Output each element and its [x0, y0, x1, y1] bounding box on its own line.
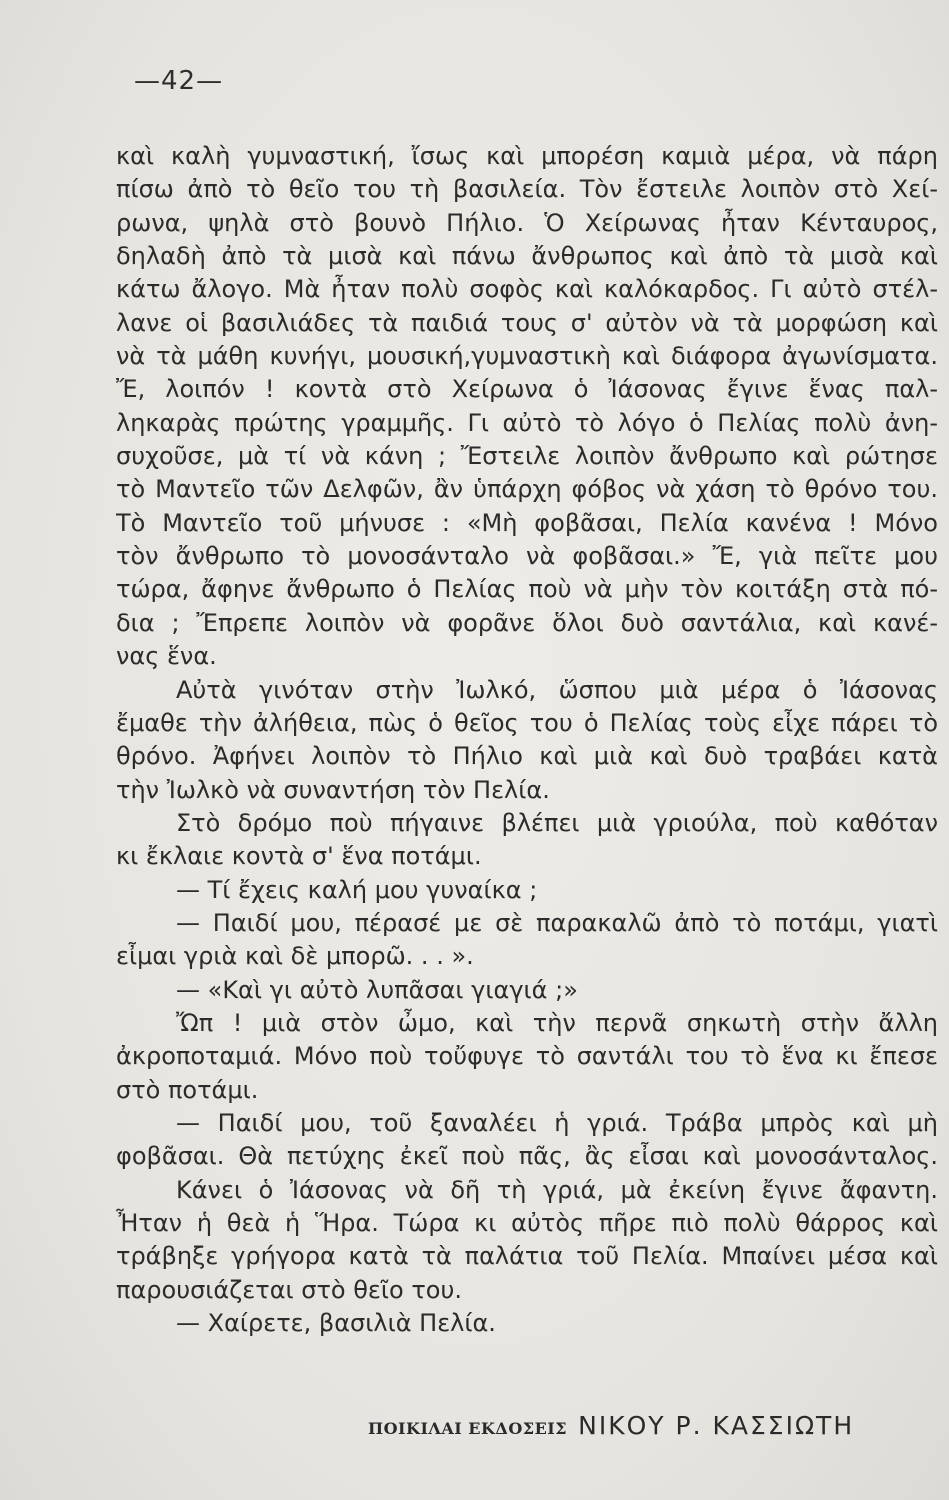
- publisher-label: ΠΟΙΚΙΛΑΙ ΕΚΔΟΣΕΙΣ: [368, 1419, 568, 1438]
- publisher-footer: [368, 1408, 908, 1444]
- text-line: νας ἕνα.: [116, 642, 217, 671]
- text-line: ρωνα, ψηλὰ στὸ βουνὸ Πήλιο. Ὁ Χείρωνας ἦταν Κένταυρος,: [116, 208, 938, 237]
- text-line: στὸ ποτάμι.: [116, 1075, 259, 1104]
- text-line: λανε οἱ βασιλιάδες τὰ παιδιά τους σ' αὐτὸν νὰ τὰ μορφώση καὶ: [116, 308, 938, 337]
- text-line: θρόνο. Ἀφήνει λοιπὸν τὸ Πήλιο καὶ μιὰ καὶ δυὸ τραβάει κατὰ: [116, 742, 938, 771]
- text-line: παρουσιάζεται στὸ θεῖο του.: [116, 1275, 462, 1304]
- text-line: Κάνει ὁ Ἰάσονας νὰ δῆ τὴ γριά, μὰ ἐκείνη ἔγινε ἄφαντη.: [176, 1175, 938, 1204]
- text-line: κι ἔκλαιε κοντὰ σ' ἕνα ποτάμι.: [116, 842, 482, 871]
- dialogue-line: — «Καὶ γι αὐτὸ λυπᾶσαι γιαγιά ;»: [176, 975, 578, 1004]
- text-line: κάτω ἄλογο. Μὰ ἦταν πολὺ σοφὸς καὶ καλόκαρδος. Γι αὐτὸ στέλ-: [116, 275, 938, 304]
- dialogue-line: — Παιδί μου, πέρασέ με σὲ παρακαλῶ ἀπὸ τὸ ποτάμι, γιατὶ: [176, 908, 938, 937]
- text-line: συχοῦσε, μὰ τί νὰ κάνη ; Ἔστειλε λοιπὸν ἄνθρωπο καὶ ρώτησε: [116, 442, 938, 471]
- text-line: νὰ τὰ μάθη κυνήγι, μουσική,γυμναστικὴ καὶ διάφορα ἀγωνίσματα.: [116, 342, 938, 371]
- text-line: ἀκροποταμιά. Μόνο ποὺ τοὔφυγε τὸ σαντάλι του τὸ ἕνα κι ἔπεσε: [116, 1042, 938, 1071]
- text-line: Ἔ, λοιπόν ! κοντὰ στὸ Χείρωνα ὁ Ἰάσονας ἔγινε ἕνας παλ-: [116, 375, 938, 404]
- publisher-name: ΝΙΚΟΥ Ρ. ΚΑΣΣΙΩΤΗ: [578, 1411, 855, 1440]
- text-line: ληκαρὰς πρώτης γραμμῆς. Γι αὐτὸ τὸ λόγο ὁ Πελίας πολὺ ἀνη-: [116, 408, 938, 437]
- text-line: καὶ καλὴ γυμναστική, ἴσως καὶ μπορέση καμιὰ μέρα, νὰ πάρη: [116, 142, 938, 170]
- text-line: Στὸ δρόμο ποὺ πήγαινε βλέπει μιὰ γριούλα, ποὺ καθόταν: [176, 808, 938, 837]
- text-line: Τὸ Μαντεῖο τοῦ μήνυσε : «Μὴ φοβᾶσαι, Πελία κανένα ! Μόνο: [116, 508, 938, 537]
- text-line: ἔμαθε τὴν ἀλήθεια, πὼς ὁ θεῖος του ὁ Πελίας τοὺς εἶχε πάρει τὸ: [116, 708, 938, 737]
- text-line: Αὐτὰ γινόταν στὴν Ἰωλκό, ὥσπου μιὰ μέρα ὁ Ἰάσονας: [176, 675, 938, 704]
- text-line: δια ; Ἔπρεπε λοιπὸν νὰ φορᾶνε ὅλοι δυὸ σαντάλια, καὶ κανέ-: [116, 608, 938, 637]
- dialogue-line: — Παιδί μου, τοῦ ξαναλέει ἡ γριά. Τράβα μπρὸς καὶ μὴ: [176, 1108, 938, 1137]
- text-line: τὴν Ἰωλκὸ νὰ συναντήση τὸν Πελία.: [116, 775, 550, 804]
- text-line: Ὤπ ! μιὰ στὸν ὦμο, καὶ τὴν περνᾶ σηκωτὴ στὴν ἄλλη: [176, 1008, 938, 1037]
- text-line: φοβᾶσαι. Θὰ πετύχης ἐκεῖ ποὺ πᾶς, ἂς εἶσαι καὶ μονοσάνταλος.: [116, 1142, 938, 1171]
- text-line: τώρα, ἄφηνε ἄνθρωπο ὁ Πελίας ποὺ νὰ μὴν τὸν κοιτάξη στὰ πό-: [116, 575, 938, 604]
- text-line: πίσω ἀπὸ τὸ θεῖο του τὴ βασιλεία. Τὸν ἔστειλε λοιπὸν στὸ Χεί-: [116, 175, 938, 204]
- text-line: εἶμαι γριὰ καὶ δὲ μπορῶ. . . ».: [116, 942, 474, 971]
- dialogue-line: — Χαίρετε, βασιλιὰ Πελία.: [176, 1309, 496, 1338]
- body-text: [116, 140, 938, 1340]
- text-line: δηλαδὴ ἀπὸ τὰ μισὰ καὶ πάνω ἄνθρωπος καὶ ἀπὸ τὰ μισὰ καὶ: [116, 242, 938, 271]
- dialogue-line: — Τί ἔχεις καλή μου γυναίκα ;: [176, 875, 538, 904]
- page-number: —42—: [134, 66, 224, 96]
- text-line: τὸν ἄνθρωπο τὸ μονοσάνταλο νὰ φοβᾶσαι.» Ἔ, γιὰ πεῖτε μου: [116, 542, 938, 571]
- text-line: τράβηξε γρήγορα κατὰ τὰ παλάτια τοῦ Πελία. Μπαίνει μέσα καὶ: [116, 1242, 938, 1271]
- text-line: τὸ Μαντεῖο τῶν Δελφῶν, ἂν ὑπάρχη φόβος νὰ χάση τὸ θρόνο του.: [116, 475, 938, 504]
- text-line: Ἦταν ἡ θεὰ ἡ Ἥρα. Τώρα κι αὐτὸς πῆρε πιὸ πολὺ θάρρος καὶ: [116, 1209, 938, 1237]
